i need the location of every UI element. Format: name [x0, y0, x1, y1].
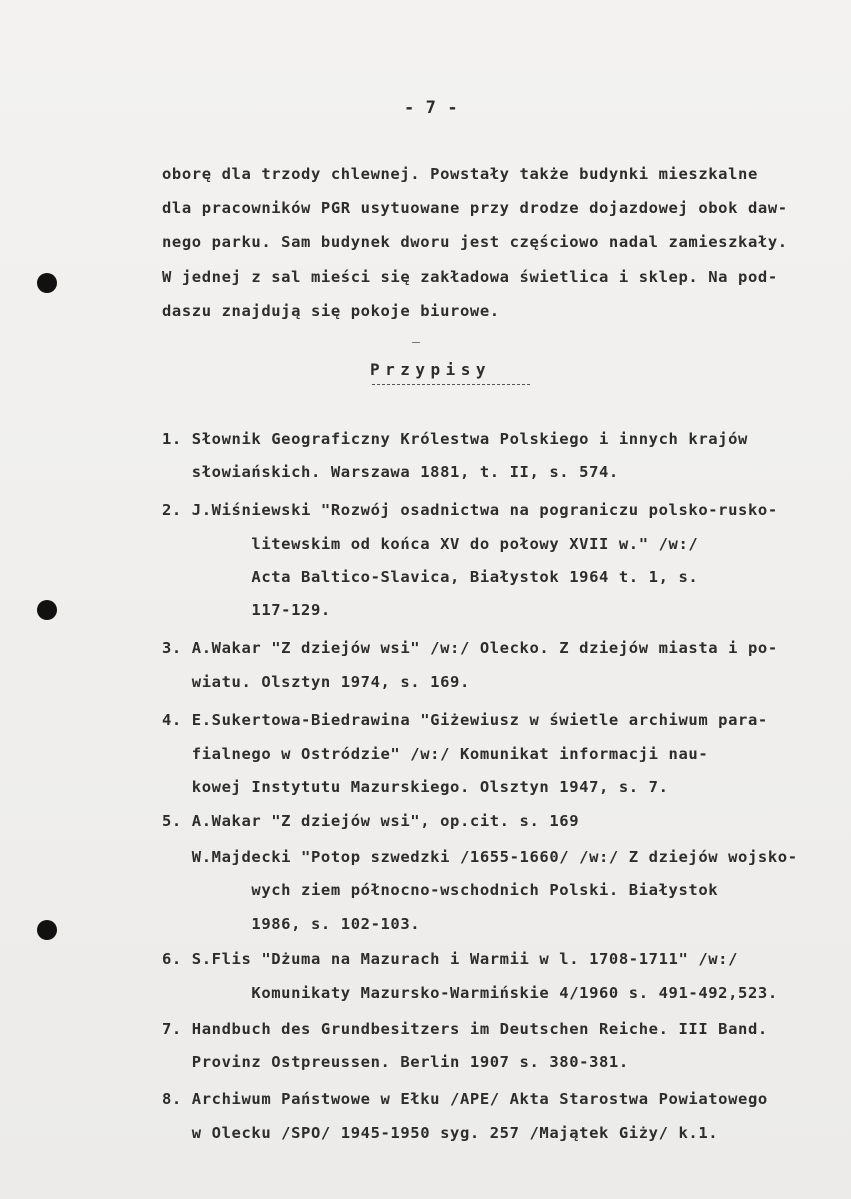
footnote-line: Acta Baltico-Slavica, Białystok 1964 t. 1, s.: [162, 568, 699, 586]
footnote-line: 6. S.Flis "Dżuma na Mazurach i Warmii w l. 1708-1711" /w:/: [162, 950, 739, 968]
punch-hole: [37, 273, 57, 293]
footnote-line: 8. Archiwum Państwowe w Ełku /APE/ Akta Starostwa Powiatowego: [162, 1090, 768, 1108]
body-line: daszu znajdują się pokoje biurowe.: [162, 302, 500, 320]
footnote-line: fialnego w Ostródzie" /w:/ Komunikat informacji nau-: [162, 745, 709, 763]
footnote-line: 1. Słownik Geograficzny Królestwa Polskiego i innych krajów: [162, 430, 748, 448]
punch-hole: [37, 600, 57, 620]
footnote-line: wych ziem północno-wschodnich Polski. Białystok: [162, 881, 719, 899]
punch-hole: [37, 920, 57, 940]
body-line: oborę dla trzody chlewnej. Powstały także budynki mieszkalne: [162, 165, 758, 183]
footnote-line: Komunikaty Mazursko-Warmińskie 4/1960 s. 491-492,523.: [162, 984, 778, 1002]
footnote-line: litewskim od końca XV do połowy XVII w." /w:/: [162, 535, 699, 553]
footnotes-heading: Przypisy: [370, 360, 492, 379]
divider-mark: [412, 342, 420, 343]
footnote-line: 117-129.: [162, 601, 331, 619]
footnote-line: 5. A.Wakar "Z dziejów wsi", op.cit. s. 169: [162, 812, 580, 830]
body-line: dla pracowników PGR usytuowane przy drodze dojazdowej obok daw-: [162, 199, 788, 217]
footnote-line: 7. Handbuch des Grundbesitzers im Deutschen Reiche. III Band.: [162, 1020, 768, 1038]
footnote-line: kowej Instytutu Mazurskiego. Olsztyn 1947, s. 7.: [162, 778, 669, 796]
footnote-line: 2. J.Wiśniewski "Rozwój osadnictwa na pograniczu polsko-rusko-: [162, 501, 778, 519]
footnote-line: 1986, s. 102-103.: [162, 915, 421, 933]
footnote-line: 4. E.Sukertowa-Biedrawina "Giżewiusz w świetle archiwum para-: [162, 711, 768, 729]
body-line: nego parku. Sam budynek dworu jest częściowo nadal zamieszkały.: [162, 233, 788, 251]
footnote-line: w Olecku /SPO/ 1945-1950 syg. 257 /Majątek Giży/ k.1.: [162, 1124, 719, 1142]
footnote-line: 3. A.Wakar "Z dziejów wsi" /w:/ Olecko. Z dziejów miasta i po-: [162, 639, 778, 657]
footnote-line: Provinz Ostpreussen. Berlin 1907 s. 380-381.: [162, 1053, 629, 1071]
footnote-line: W.Majdecki "Potop szwedzki /1655-1660/ /w:/ Z dziejów wojsko-: [162, 848, 798, 866]
page-number: - 7 -: [404, 98, 459, 118]
footnote-line: słowiańskich. Warszawa 1881, t. II, s. 574.: [162, 463, 619, 481]
body-line: W jednej z sal mieści się zakładowa świetlica i sklep. Na pod-: [162, 268, 778, 286]
heading-underline: [372, 384, 530, 385]
footnote-line: wiatu. Olsztyn 1974, s. 169.: [162, 673, 470, 691]
